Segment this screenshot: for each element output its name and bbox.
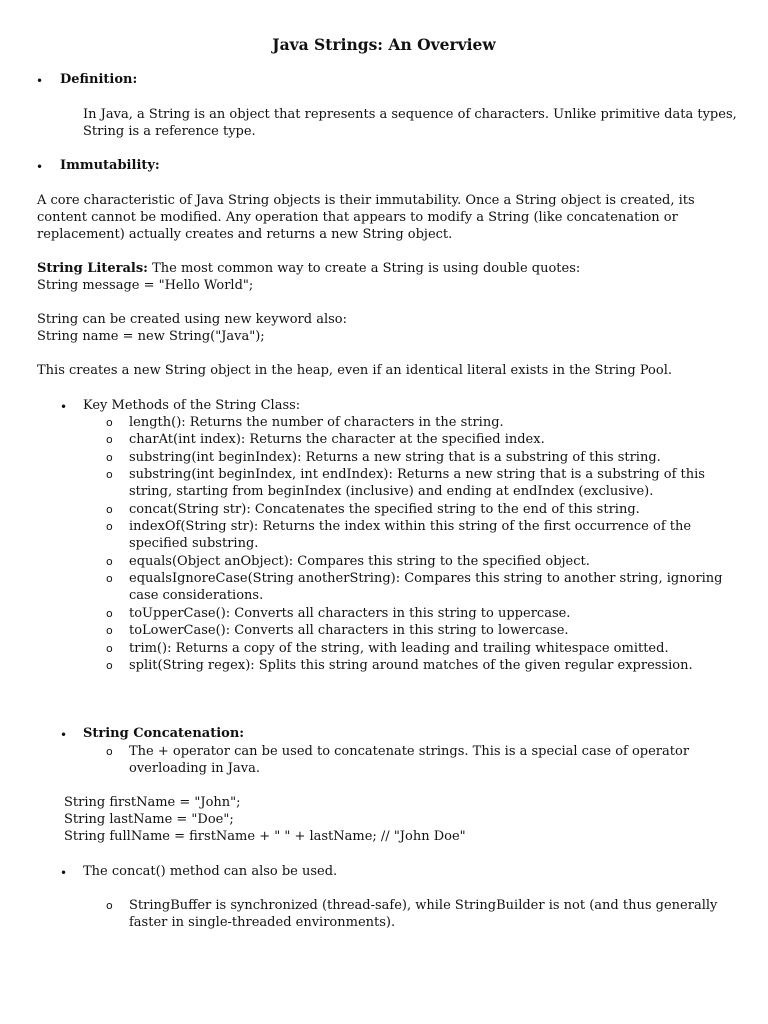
- literals-text: The most common way to create a String is using double quotes:: [147, 261, 581, 276]
- sub-bullet-marker: o: [106, 659, 113, 672]
- bullet-marker: •: [60, 728, 68, 742]
- method-item: charAt(int index): Returns the character at the specified index.: [129, 432, 545, 447]
- sub-bullet-marker: o: [106, 416, 113, 429]
- concat-method-note: The concat() method can also be used.: [83, 864, 338, 879]
- method-item: substring(int beginIndex): Returns a new string that is a substring of this string.: [129, 450, 661, 465]
- method-item-continuation: string, starting from beginIndex (inclusive) and ending at endIndex (exclusive).: [129, 484, 654, 499]
- sub-bullet-marker: o: [106, 624, 113, 637]
- new-keyword-text: String can be created using new keyword also:: [37, 312, 348, 327]
- sub-bullet-marker: o: [106, 503, 113, 516]
- sub-bullet-marker: o: [106, 607, 113, 620]
- method-item: equalsIgnoreCase(String anotherString): Compares this string to another string, ignoring: [129, 571, 723, 586]
- immutability-line3: replacement) actually creates and returns a new String object.: [37, 227, 453, 242]
- sub-bullet-marker: o: [106, 745, 113, 758]
- bullet-marker: •: [60, 400, 68, 414]
- sub-bullet-marker: o: [106, 572, 113, 585]
- methods-heading: Key Methods of the String Class:: [83, 398, 301, 413]
- sub-bullet-marker: o: [106, 555, 113, 568]
- sub-bullet-marker: o: [106, 468, 113, 481]
- method-item: trim(): Returns a copy of the string, with leading and trailing whitespace omitted.: [129, 641, 669, 656]
- immutability-heading: Immutability:: [60, 158, 160, 173]
- method-item: split(String regex): Splits this string around matches of the given regular expression.: [129, 658, 693, 673]
- bullet-marker: •: [36, 74, 44, 88]
- stringbuffer-line2: faster in single-threaded environments).: [129, 915, 396, 930]
- definition-text-line1: In Java, a String is an object that represents a sequence of characters. Unlike primitive data types,: [83, 107, 737, 122]
- immutability-line1: A core characteristic of Java String objects is their immutability. Once a String object is created, its: [37, 193, 695, 208]
- definition-heading: Definition:: [60, 72, 138, 87]
- literals-label: String Literals:: [37, 261, 148, 276]
- concatenation-line1: The + operator can be used to concatenate strings. This is a special case of operator: [129, 744, 690, 759]
- code-lastname: String lastName = "Doe";: [64, 812, 234, 827]
- method-item-continuation: specified substring.: [129, 536, 259, 551]
- method-item: indexOf(String str): Returns the index within this string of the first occurrence of the: [129, 519, 692, 534]
- sub-bullet-marker: o: [106, 642, 113, 655]
- sub-bullet-marker: o: [106, 433, 113, 446]
- new-keyword-code: String name = new String("Java");: [37, 329, 265, 344]
- method-item: substring(int beginIndex, int endIndex): Returns a new string that is a substring of this: [129, 467, 705, 482]
- method-item: equals(Object anObject): Compares this string to the specified object.: [129, 554, 590, 569]
- code-firstname: String firstName = "John";: [64, 795, 241, 810]
- sub-bullet-marker: o: [106, 899, 113, 912]
- literals-paragraph: [37, 260, 737, 278]
- page-title: Java Strings: An Overview: [272, 35, 496, 54]
- concatenation-heading: String Concatenation:: [83, 726, 245, 741]
- method-item: toLowerCase(): Converts all characters in this string to lowercase.: [129, 623, 569, 638]
- bullet-marker: •: [60, 866, 68, 880]
- stringbuffer-line1: StringBuffer is synchronized (thread-safe), while StringBuilder is not (and thus generally: [129, 898, 718, 913]
- sub-bullet-marker: o: [106, 520, 113, 533]
- method-item-continuation: case considerations.: [129, 588, 264, 603]
- concatenation-line2: overloading in Java.: [129, 761, 260, 776]
- bullet-marker: •: [36, 160, 44, 174]
- immutability-line2: content cannot be modified. Any operation that appears to modify a String (like concatenation or: [37, 210, 678, 225]
- sub-bullet-marker: o: [106, 451, 113, 464]
- heap-note: This creates a new String object in the heap, even if an identical literal exists in the String Pool.: [37, 363, 672, 378]
- method-item: toUpperCase(): Converts all characters in this string to uppercase.: [129, 606, 571, 621]
- definition-text-line2: String is a reference type.: [83, 124, 256, 139]
- code-fullname: String fullName = firstName + " " + lastName; // "John Doe": [64, 829, 466, 844]
- literals-code: String message = "Hello World";: [37, 278, 254, 293]
- method-item: length(): Returns the number of characters in the string.: [129, 415, 504, 430]
- method-item: concat(String str): Concatenates the specified string to the end of this string.: [129, 502, 640, 517]
